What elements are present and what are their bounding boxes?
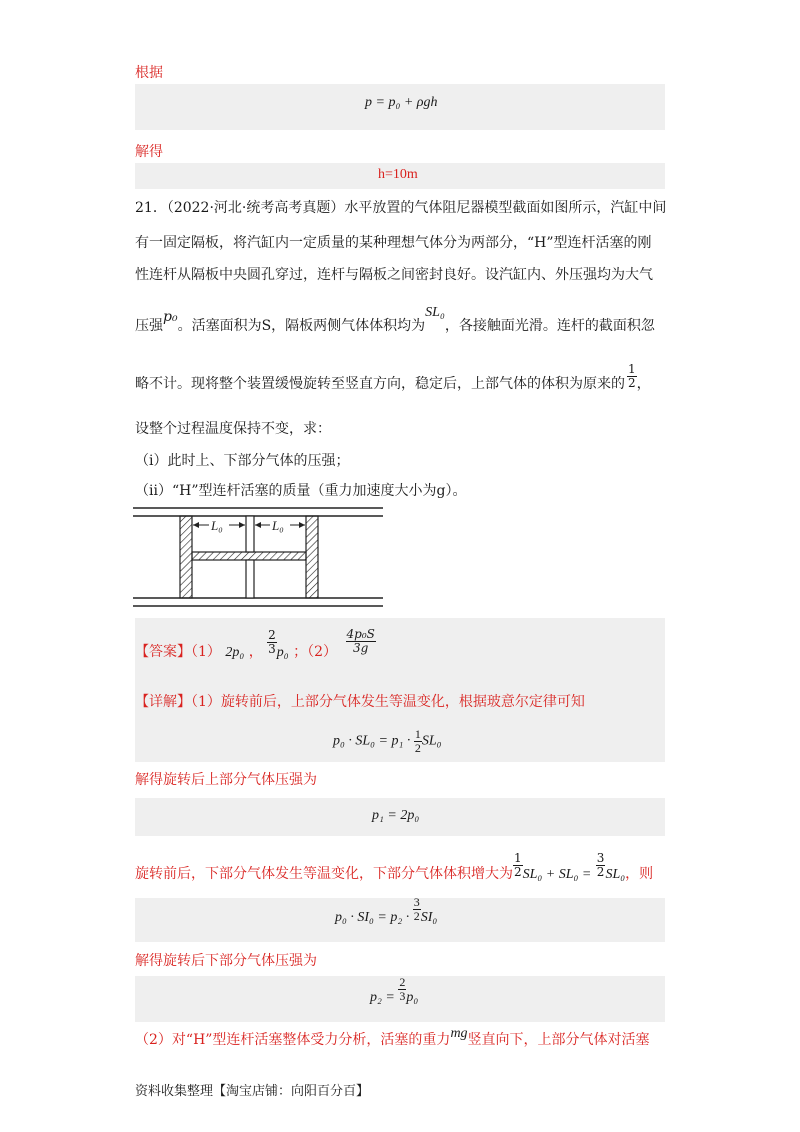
text-lower-result: 解得旋转后下部分气体压强为 <box>135 953 317 969</box>
connecting-rod <box>192 552 306 560</box>
question-1: （i）此时上、下部分气体的压强； <box>135 453 350 469</box>
detail-intro-text: （1）旋转前后，上部分气体发生等温变化，根据玻意尔定律可知 <box>191 694 585 710</box>
equation-boyle-upper: p₀ · SL₀ = p₁ · $\frac{1}{2}$ SL₀ <box>333 727 442 755</box>
footer-text: 资料收集整理【淘宝店铺：向阳百分百】 <box>135 1084 370 1099</box>
problem-line-1: 21．（2022·河北·统考高考真题）水平放置的气体阻尼器模型截面如图所示，汽缸中间 <box>135 200 667 216</box>
question-2: （ii）“H”型连杆活塞的质量（重力加速度大小为g）。 <box>135 483 467 499</box>
partition-top <box>246 516 254 552</box>
eq3-box <box>135 895 665 942</box>
line4-a: 压强 <box>135 318 163 334</box>
equation-box-1 <box>135 84 665 130</box>
label-L0-left: L₀ <box>211 518 223 533</box>
fraction-half: $\frac{1}{2}$ <box>628 361 636 390</box>
answer-line <box>135 626 376 663</box>
detail-intro <box>135 692 585 712</box>
equation-p: p = p₀ + ρgh <box>365 95 438 110</box>
text3-mid: SL₀ + SL₀ = <box>522 867 592 882</box>
answer-frac-2-3: $\frac{2}{3}$ <box>268 627 276 656</box>
text-force-analysis <box>135 1026 650 1051</box>
text3b: ，则 <box>625 866 654 882</box>
label-L0-right: L₀ <box>272 518 284 533</box>
text5b: 竖直向下，上部分气体对活塞 <box>467 1032 650 1048</box>
line4-c: ，各接触面光滑。连杆的截面积忽 <box>444 318 655 334</box>
line4-b: 。活塞面积为S，隔板两侧气体体积均为 <box>177 318 426 334</box>
detail-label: 【详解】 <box>135 694 191 710</box>
label-genju: 根据 <box>135 65 163 81</box>
text3-end: SL₀ <box>605 867 626 882</box>
line5-text: 略不计。现将整个装置缓慢旋转至竖直方向，稳定后，上部气体的体积为原来的 <box>135 376 625 392</box>
label-jiede: 解得 <box>135 144 163 160</box>
text-lower-volume: 旋转前后，下部分气体发生等温变化，下部分气体体积增大为 $\frac{1}{2}$ SL₀ + SL₀ = $\frac{3}{2}$ SL₀，则 <box>135 850 654 882</box>
eq4-box <box>135 976 665 1022</box>
problem-line-4 <box>135 305 655 337</box>
equation-p1: p₁ = 2p₀ <box>372 808 420 823</box>
answer-a2-var: p₀ <box>276 645 289 660</box>
result-box-h <box>135 163 665 189</box>
line5-comma: ， <box>636 376 651 392</box>
answer-sep1: ， <box>248 644 263 660</box>
answer-sep2: ；（2） <box>293 644 338 660</box>
answer-label: 【答案】（1） <box>135 644 221 660</box>
partition-bottom <box>246 560 254 598</box>
piston-right <box>306 516 318 598</box>
problem-line-2: 有一固定隔板，将汽缸内一定质量的某种理想气体分为两部分，“H”型连杆活塞的刚 <box>135 235 652 251</box>
text-upper-result: 解得旋转后上部分气体压强为 <box>135 772 317 788</box>
problem-line-6: 设整个过程温度保持不变，求： <box>135 421 331 437</box>
result-h: h=10m <box>378 167 418 182</box>
eq2-box <box>135 798 665 836</box>
text3a: 旋转前后，下部分气体发生等温变化，下部分气体体积增大为 <box>135 866 513 882</box>
text5a: （2）对“H”型连杆活塞整体受力分析，活塞的重力 <box>135 1032 451 1048</box>
var-mg: mg <box>450 1026 468 1041</box>
equation-p2: p₂ = $\frac{2}{3}$ p₀ <box>370 975 419 1005</box>
piston-left <box>180 516 192 598</box>
answer-a1: 2p₀ <box>225 645 245 660</box>
problem-line-3: 性连杆从隔板中央圆孔穿过，连杆与隔板之间密封良好。设汽缸内、外压强均为大气 <box>135 267 653 283</box>
answer-frac-mass: $\frac{\text{4p₀S}}{3g}$ <box>346 626 375 655</box>
equation-boyle-lower: p₀ · SI₀ = p₂ · $\frac{3}{2}$ SI₀ <box>335 895 438 925</box>
problem-line-5 <box>135 361 651 394</box>
var-SL0: SL₀ <box>425 305 445 320</box>
damper-figure <box>133 505 385 613</box>
var-p0: p₀ <box>163 309 178 325</box>
